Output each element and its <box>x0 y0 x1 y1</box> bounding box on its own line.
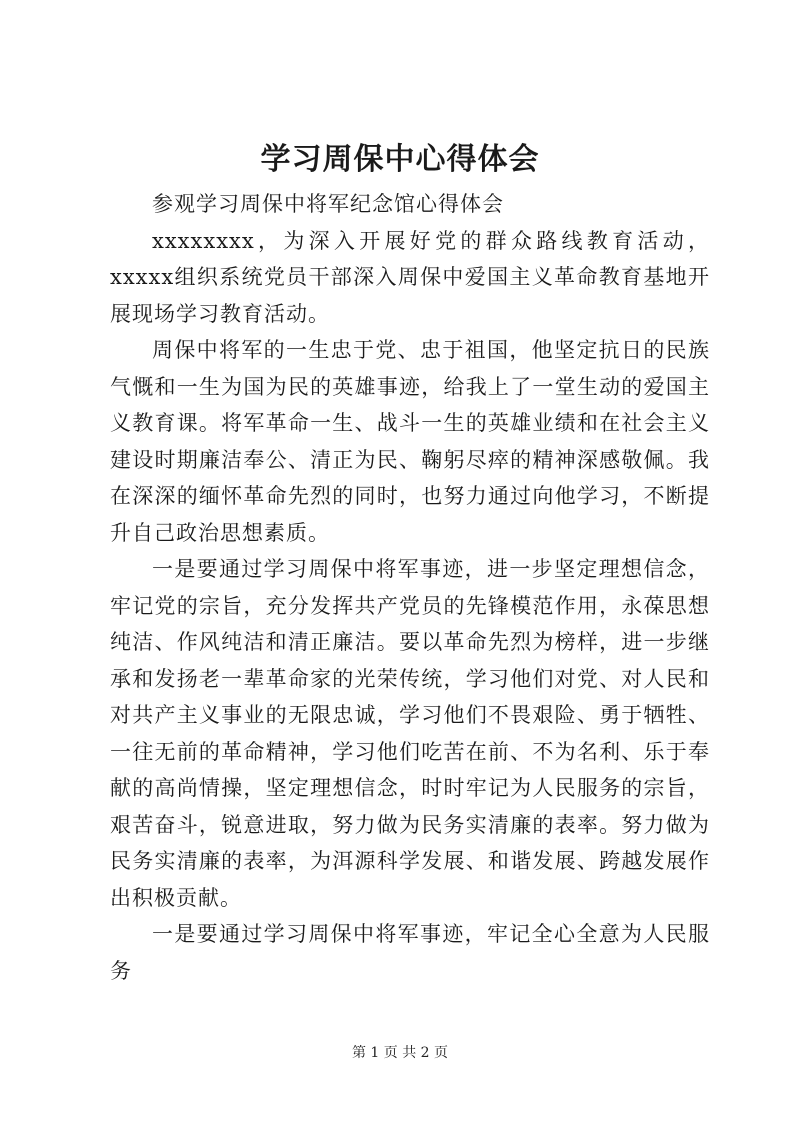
document-body <box>110 186 710 989</box>
paragraph-1: xxxxxxxx，为深入开展好党的群众路线教育活动，xxxxx组织系统党员干部深入周保中爱国主义革命教育基地开展现场学习教育活动。 <box>110 228 710 326</box>
paragraph-4: 一是要通过学习周保中将军事迹，牢记全心全意为人民服务 <box>110 922 710 983</box>
paragraph-2: 周保中将军的一生忠于党、忠于祖国，他坚定抗日的民族气慨和一生为国为民的英雄事迹，给我上了一堂生动的爱国主义教育课。将军革命一生、战斗一生的英雄业绩和在社会主义建设时期廉洁奉公、清正为民、鞠躬尽瘁的精神深感敬佩。我在深深的缅怀革命先烈的同时，也努力通过向他学习，不断提升自己政治思想素质。 <box>110 338 710 545</box>
document-subtitle: 参观学习周保中将军纪念馆心得体会 <box>152 192 504 216</box>
document-title: 学习周保中心得体会 <box>260 142 540 177</box>
page-footer: 第 1 页 共 2 页 <box>351 1045 449 1061</box>
paragraph-3: 一是要通过学习周保中将军事迹，进一步坚定理想信念，牢记党的宗旨，充分发挥共产党员的先锋模范作用，永葆思想纯洁、作风纯洁和清正廉洁。要以革命先烈为榜样，进一步继承和发扬老一辈革命家的光荣传统，学习他们对党、对人民和对共产主义事业的无限忠诚，学习他们不畏艰险、勇于牺牲、一往无前的革命精神，学习他们吃苦在前、不为名利、乐于奉献的高尚情操，坚定理想信念，时时牢记为人民服务的宗旨，艰苦奋斗，锐意进取，努力做为民务实清廉的表率。努力做为民务实清廉的表率，为洱源科学发展、和谐发展、跨越发展作出积极贡献。 <box>110 557 710 910</box>
